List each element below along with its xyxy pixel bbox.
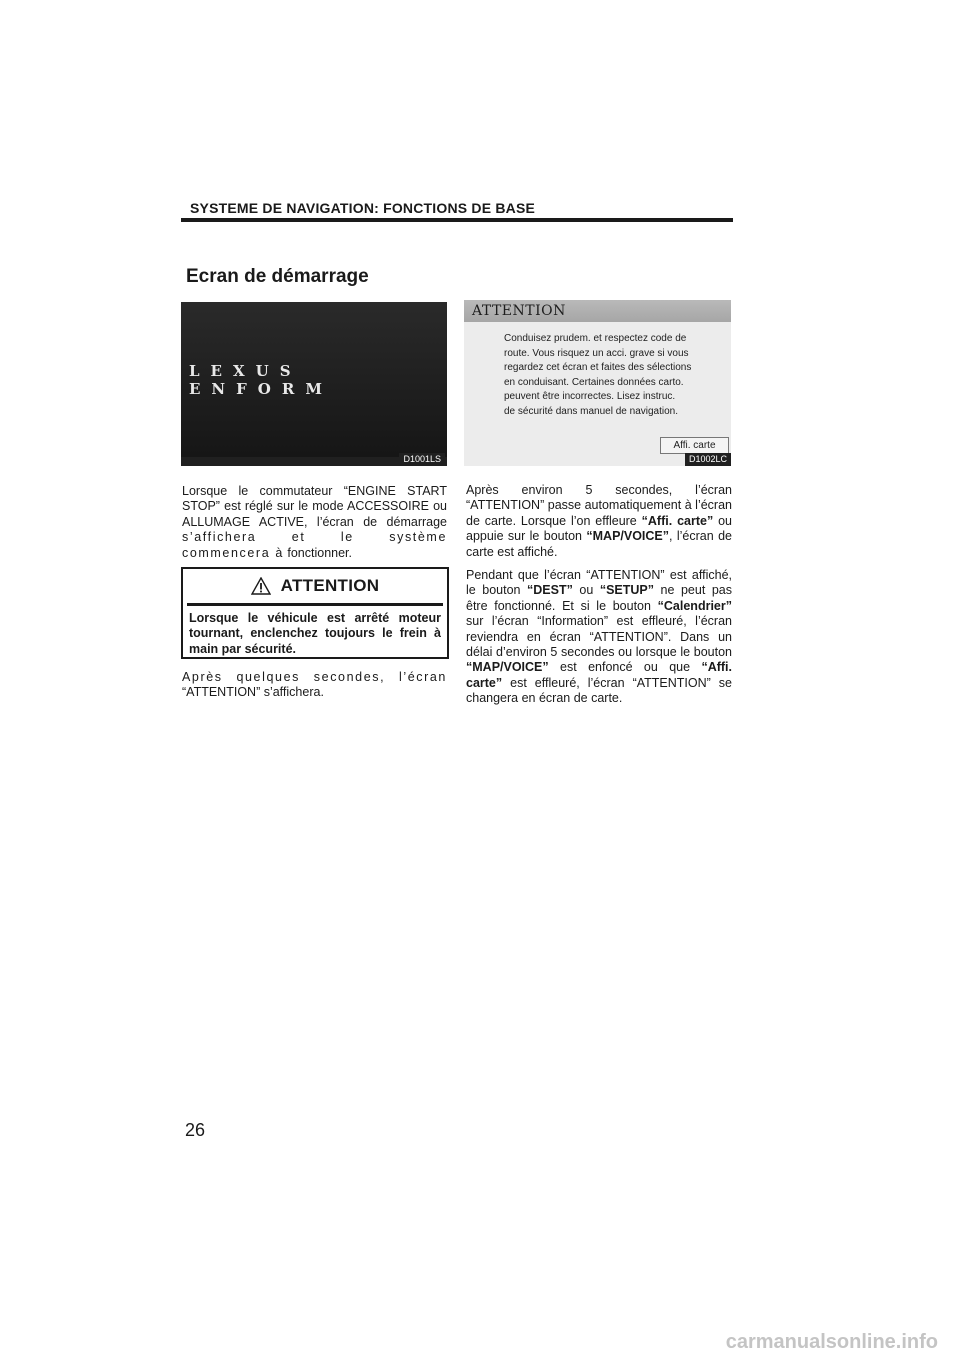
button-reference: “SETUP” <box>599 583 655 598</box>
attention-screen-title: ATTENTION <box>472 303 566 319</box>
message-line: peuvent être incorrectes. Lisez instruc. <box>504 391 676 402</box>
message-line: de sécurité dans manuel de navigation. <box>504 405 679 417</box>
section-title: Ecran de démarrage <box>186 266 369 287</box>
paragraph-text: “ATTENTION” s’affichera. <box>182 685 324 700</box>
paragraph-text: fonctionner. <box>287 545 352 560</box>
paragraph-text: Pendant que l’écran “ATTENTION” est affiché, le bouton <box>466 568 732 598</box>
running-header: SYSTEME DE NAVIGATION: FONCTIONS DE BASE <box>190 200 536 216</box>
paragraph-text: est enfoncé ou que <box>548 660 702 675</box>
attention-screen-image <box>464 300 731 466</box>
paragraph-restrictions <box>466 568 732 707</box>
attention-warning-box <box>181 567 449 659</box>
startup-screen-display <box>181 302 447 457</box>
warning-triangle-icon <box>251 577 271 595</box>
header-rule <box>181 218 733 222</box>
message-line: regardez cet écran et faites des sélections <box>504 362 692 373</box>
paragraph-text: ne peut pas être fonctionné. Et si le bouton <box>466 583 732 613</box>
message-line: Conduisez prudem. et respectez code de <box>504 333 687 344</box>
warning-title: ATTENTION <box>280 576 380 595</box>
paragraph-text: Lorsque le commutateur “ENGINE START STOP” est réglé sur le mode ACCESSOIRE ou ALLUMAGE ACTIVE, l’écran de démarrage <box>182 484 447 529</box>
watermark: carmanualsonline.info <box>725 1331 938 1353</box>
attention-screen-titlebar <box>464 300 731 322</box>
paragraph-text: , l’écran de carte est affiché. <box>466 529 732 559</box>
warning-text: Lorsque le véhicule est arrêté moteur tournant, enclenchez toujours le frein à main par sécurité. <box>189 611 441 656</box>
paragraph-text: s’affichera et le système commencera à <box>182 530 447 560</box>
figure-code: D1002LC <box>685 453 731 466</box>
paragraph-text: sur l’écran “Information” est effleuré, l’écran reviendra en écran “ATTENTION”. Dans un délai d’environ 5 secondes ou lorsque le bouton <box>466 614 732 660</box>
startup-logo-text: LEXUS ENFORM <box>189 361 333 398</box>
startup-description <box>182 484 447 561</box>
attention-screen-message <box>504 332 726 419</box>
warning-rule <box>187 603 443 606</box>
button-reference: “MAP/VOICE” <box>586 529 670 544</box>
button-reference: “MAP/VOICE” <box>466 660 549 675</box>
paragraph-text: Après quelques secondes, l’écran <box>182 670 447 684</box>
attention-description <box>182 670 447 701</box>
warning-header <box>183 569 447 603</box>
paragraph-text: ou <box>572 583 600 598</box>
affi-carte-button[interactable]: Affi. carte <box>660 437 729 454</box>
message-line: en conduisant. Certaines données carto. <box>504 376 684 388</box>
paragraph-text: ou appuie sur le bouton <box>466 513 732 544</box>
figure-code: D1001LS <box>399 453 445 466</box>
paragraph-text: est effleuré, l’écran “ATTENTION” se changera en écran de carte. <box>466 675 732 706</box>
right-column-text <box>466 483 732 715</box>
paragraph-auto-switch <box>466 483 732 560</box>
button-reference: “DEST” <box>527 583 573 598</box>
paragraph-text: Après environ 5 secondes, l’écran “ATTENTION” passe automatiquement à l’écran de carte. Lorsque l’on effleure <box>466 483 732 528</box>
button-reference: “Calendrier” <box>657 598 732 613</box>
startup-screen-image <box>181 302 447 466</box>
message-line: route. Vous risquez un acci. grave si vous <box>504 347 689 359</box>
button-reference: “Affi. carte” <box>466 660 732 690</box>
page-number: 26 <box>185 1120 206 1140</box>
button-reference: “Affi. carte” <box>641 513 714 528</box>
